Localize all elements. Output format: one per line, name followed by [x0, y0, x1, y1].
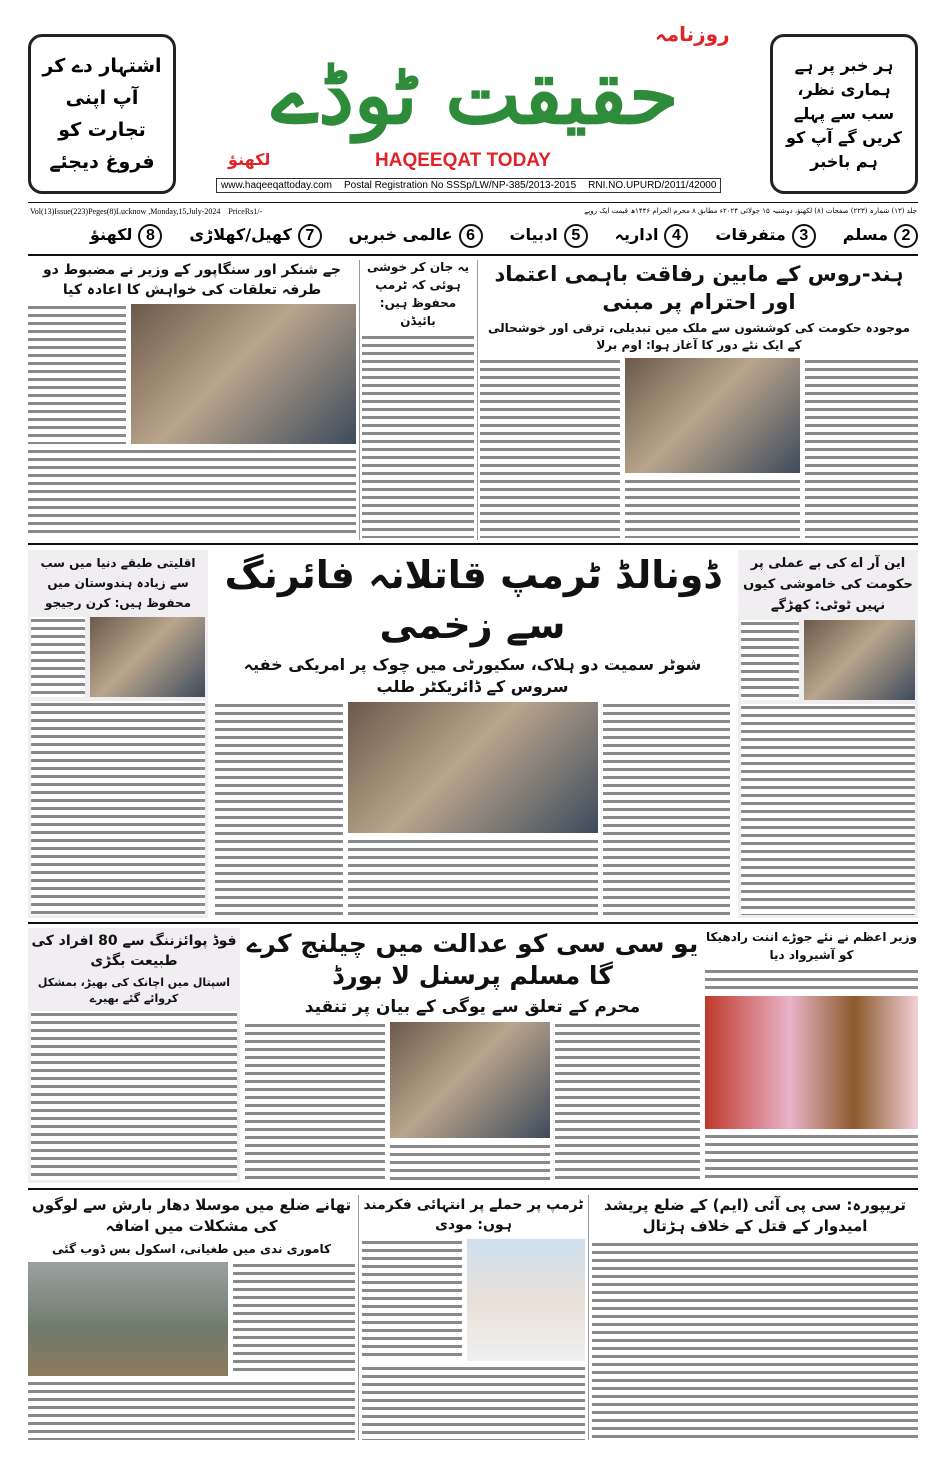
article-body [480, 358, 620, 538]
nav-item-page-6[interactable] [349, 224, 483, 248]
article-body [215, 702, 343, 918]
article-body [362, 334, 474, 538]
article-body [348, 838, 598, 918]
headline-trump[interactable]: ڈونالڈ ٹرمپ قاتلانہ فائرنگ سے زخمی [224, 553, 721, 647]
photo-jaishankar [131, 304, 356, 444]
headline-jaishankar[interactable]: جے شنکر اور سنگاپور کے وزیر نے مضبوط دو طرفہ تعلقات کی خواہش کا اعادہ کیا [42, 262, 342, 298]
nav-label: اداریہ [614, 225, 659, 244]
headline-pm-wedding[interactable]: وزیر اعظم نے نئے جوڑے اننت رادھیکا کو آشیرواد دیا [705, 930, 917, 962]
article-body [28, 1380, 355, 1440]
divider [358, 1195, 359, 1440]
sidebar-panel-kharge [738, 550, 918, 918]
headline-tripura[interactable]: تریپورہ: سی پی آئی (ایم) کے ضلع پریشد امیدوار کے قتل کے خلاف ہڑتال [604, 1196, 906, 1235]
article-body [592, 1241, 918, 1440]
article-body [28, 304, 126, 444]
page-number: 6 [459, 224, 483, 248]
story-trump [215, 550, 730, 918]
headline-modi[interactable]: ٹرمپ پر حملے پر انتہائی فکرمند ہوں: مودی [363, 1197, 584, 1233]
article-body [805, 358, 918, 538]
photo-aimplb [390, 1022, 550, 1138]
dateline-urdu: جلد (۱۳) شمارہ (۲۲۳) صفحات (۸) لکھنؤ، دوشنبہ ۱۵ جولائی ۲۰۲۴ء مطابق ۸ محرم الحرام ۱۴۴۶ھ قیمت ایک روپے [584, 207, 917, 215]
article-body [245, 1022, 385, 1183]
page-number: 8 [138, 224, 162, 248]
nav-item-page-7[interactable] [189, 224, 321, 248]
divider [477, 260, 478, 540]
article-body [31, 701, 205, 915]
page-number: 3 [792, 224, 816, 248]
photo-om-birla [625, 358, 800, 473]
story-india-russia [480, 260, 918, 538]
story-modi [362, 1195, 585, 1440]
divider [28, 254, 918, 256]
city-label: لکھنؤ [228, 150, 271, 169]
subhead-trump: شوٹر سمیت دو ہلاک، سکیورٹی میں چوک پر امریکی خفیہ سروس کے ڈائریکٹر طلب [243, 655, 702, 696]
dateline-english [30, 207, 262, 216]
rni-number: RNI.NO.UPURD/2011/42000 [588, 180, 717, 191]
english-title: HAQEEQAT TODAY [375, 150, 551, 171]
price: PriceRs1/- [228, 207, 263, 216]
divider [28, 202, 918, 203]
headline-food-poisoning[interactable]: فوڈ پوائزننگ سے 80 افراد کی طبیعت بگڑی [31, 933, 237, 969]
article-body [362, 1239, 462, 1361]
article-body [705, 1133, 918, 1183]
article-body [625, 478, 800, 538]
page-nav [90, 224, 918, 248]
nav-label: لکھنؤ [90, 225, 133, 244]
slogan-text: ہر خبر پر ہے ہماری نظر، سب سے پہلے کریں گے آپ کو ہم باخبر [786, 56, 902, 171]
divider [588, 1195, 589, 1440]
article-body [31, 617, 85, 697]
subhead-thane-rain: کاموری ندی میں طغیانی، اسکول بس ڈوب گئی [51, 1242, 331, 1256]
nav-label: متفرقات [715, 225, 786, 244]
article-body [741, 620, 799, 700]
story-ucc [245, 928, 700, 1183]
page-number: 2 [894, 224, 918, 248]
story-pm-wedding [705, 928, 918, 1183]
roznama-label: روزنامہ [655, 22, 730, 46]
article-body [555, 1022, 700, 1183]
website-link[interactable]: www.haqeeqattoday.com [221, 180, 332, 191]
dateline-text: Vol(13)Issue(223)Peges(8)Lucknow ,Monday,15,July-2024 [30, 207, 221, 216]
nav-item-page-8[interactable] [90, 224, 162, 248]
story-thane-rain [28, 1195, 355, 1440]
page-number: 7 [298, 224, 322, 248]
nav-item-page-5[interactable] [509, 224, 587, 248]
article-body [390, 1143, 550, 1183]
article-body [603, 702, 730, 918]
slogan-box [770, 34, 918, 194]
headline-india-russia[interactable]: ہند-روس کے مابین رفاقت باہمی اعتماد اور احترام پر مبنی [494, 262, 904, 314]
subhead-food-poisoning: اسپتال میں اچانک کی بھیڑ، بمشکل کروائے گئے بھیرے [37, 976, 231, 1005]
nav-item-page-4[interactable] [615, 224, 689, 248]
divider [28, 922, 918, 924]
page-number: 5 [564, 224, 588, 248]
story-jaishankar [28, 260, 356, 538]
subhead-india-russia: موجودہ حکومت کی کوششوں سے ملک میں تبدیلی، ترقی اور خوشحالی کے ایک نئے دور کا آغاز ہوا: اوم برلا [487, 321, 910, 352]
masthead-logo: حقیقت ٹوڈے [271, 48, 679, 142]
ad-box [28, 34, 176, 194]
article-body [28, 448, 356, 538]
postal-registration: Postal Registration No SSSp/LW/NP-385/2013-2015 [344, 180, 577, 191]
nav-label: ادبیات [509, 225, 558, 244]
sidebar-panel-food [28, 928, 240, 1183]
nav-label: مسلم [842, 225, 888, 244]
headline-biden[interactable]: یہ جان کر خوشی ہوئی کہ ٹرمپ محفوظ ہیں: بائیڈن [366, 260, 470, 328]
article-body [362, 1365, 585, 1440]
nav-item-page-3[interactable] [715, 224, 815, 248]
ad-text: اشتہار دے کر آپ اپنی تجارت کو فروغ دیجئے [42, 55, 162, 173]
subhead-ucc: محرم کے تعلق سے یوگی کے بیان پر تنقید [304, 997, 641, 1017]
photo-trump [348, 702, 598, 833]
sidebar-panel-rijiju [28, 550, 208, 918]
photo-flood-bus [28, 1262, 228, 1376]
article-body [31, 1011, 237, 1180]
nav-item-page-2[interactable] [843, 224, 918, 248]
divider [28, 543, 918, 545]
article-body [741, 704, 915, 915]
headline-kharge[interactable]: این آر اے کی بے عملی پر حکومت کی خاموشی کیوں نہیں ٹوٹی: کھڑگے [743, 556, 913, 613]
photo-anant-radhika [705, 996, 918, 1129]
page-number: 4 [664, 224, 688, 248]
photo-rijiju [90, 617, 205, 697]
photo-kharge [804, 620, 915, 700]
registration-line [216, 178, 721, 193]
divider [359, 260, 360, 540]
story-biden [362, 258, 474, 538]
photo-modi [467, 1239, 585, 1361]
article-body [705, 968, 918, 992]
article-body [233, 1262, 355, 1376]
headline-rijiju[interactable]: اقلیتی طبقے دنیا میں سب سے زیادہ ہندوستان میں محفوظ ہیں: کرن رجیجو [40, 556, 196, 610]
story-tripura [592, 1195, 918, 1440]
nav-label: کھیل/کھلاڑی [189, 225, 292, 244]
nav-label: عالمی خبریں [348, 225, 453, 244]
headline-ucc[interactable]: یو سی سی کو عدالت میں چیلنج کرے گا مسلم پرسنل لا بورڈ [246, 929, 699, 990]
headline-thane-rain[interactable]: تھانے ضلع میں موسلا دھار بارش سے لوگوں کی مشکلات میں اضافہ [31, 1196, 352, 1235]
divider [28, 1188, 918, 1190]
